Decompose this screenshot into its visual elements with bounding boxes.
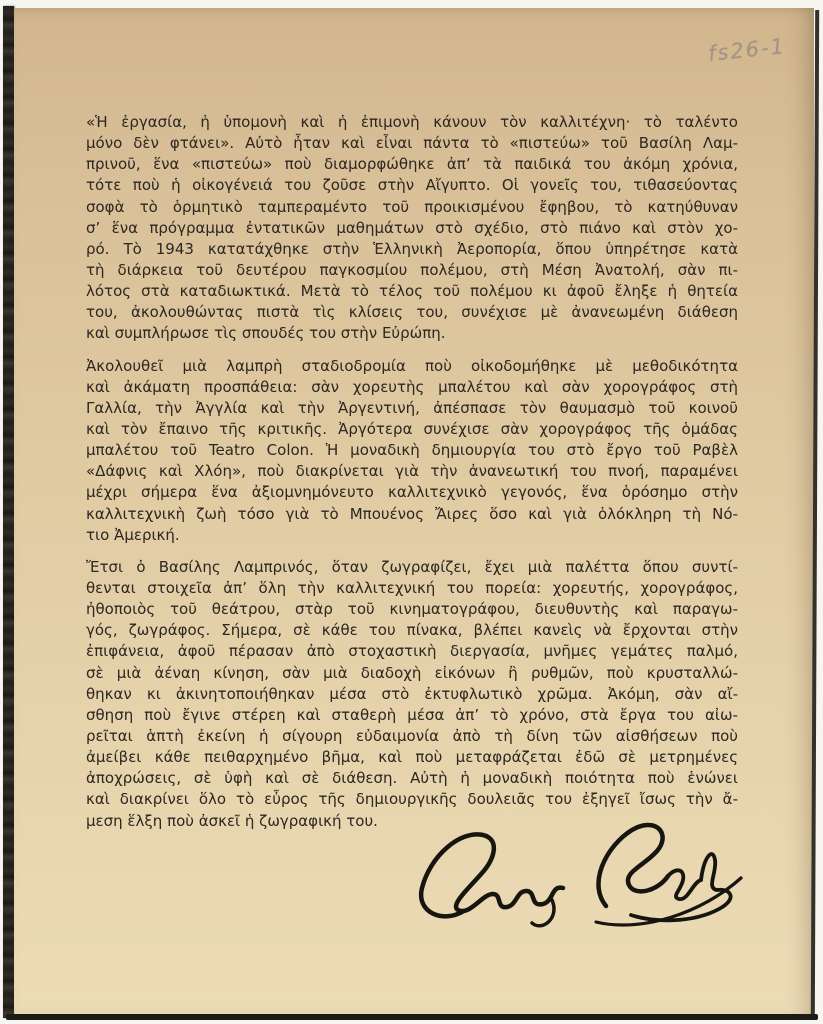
text-line: καὶ τὸν ἔπαινο τῆς κριτικῆς. Ἀργότερα συνέχισε σὰν χορογράφος τῆς ὁμάδας bbox=[86, 419, 738, 438]
text-line: μπαλέτου τοῦ Teatro Colon. Ἡ μοναδικὴ δημιουργία του στὸ ἔργο τοῦ Ραβὲλ bbox=[86, 441, 738, 460]
book-binding-edge bbox=[3, 6, 14, 1018]
text-line: καὶ ἀκάματη προσπάθεια: σὰν χορευτὴς μπαλέτου καὶ σὰν χορογράφος στὴ bbox=[86, 377, 738, 396]
body-text bbox=[86, 112, 738, 843]
text-line: καλλιτεχνικὴ ζωὴ τόσο γιὰ τὸ Μπουένος Ἄιρες ὅσο καὶ γιὰ ὁλόκληρη τὴ Νό- bbox=[86, 504, 738, 523]
page-edge-bottom bbox=[6, 1014, 818, 1020]
text-line: ἀμείβει κάθε πειθαρχημένο βῆμα, καὶ ποὺ μεταφράζεται ἐδῶ σὲ μετρημένες bbox=[86, 748, 738, 767]
text-line: «Ἡ ἐργασία, ἡ ὑπομονὴ καὶ ἡ ἐπιμονὴ κάνουν τὸν καλλιτέχνη· τὸ ταλέντο bbox=[86, 113, 738, 131]
text-line: μόνο δὲν φτάνει». Αὐτὸ ἦταν καὶ εἶναι πάντα τὸ «πιστεύω» τοῦ Βασίλη Λαμ- bbox=[86, 134, 738, 153]
text-line: «Δάφνις καὶ Χλόη», ποὺ διακρίνεται γιὰ τὴν ἀνανεωτική του πνοή, παραμένει bbox=[86, 462, 738, 481]
text-line: θενται στοιχεῖα ἀπ’ ὅλη τὴν καλλιτεχνική του πορεία: χορευτής, χορογράφος, bbox=[86, 578, 738, 597]
text-line: ἐπιφάνεια, ἀφοῦ πέρασαν ἀπὸ στοχαστικὴ διεργασία, μνῆμες γεμάτες παλμό, bbox=[86, 642, 738, 661]
signature bbox=[400, 810, 748, 938]
text-line: Ἀκολουθεῖ μιὰ λαμπρὴ σταδιοδρομία ποὺ οἰκοδομήθηκε μὲ μεθοδικότητα bbox=[86, 356, 738, 375]
text-line: καὶ διακρίνει ὅλο τὸ εὖρος τῆς δημιουργικῆς δουλειᾶς του ἐξηγεῖ ἴσως τὴν ἄ- bbox=[86, 790, 738, 809]
text-line: τότε ποὺ ἡ οἰκογένειά του ζοῦσε στὴν Αἴγυπτο. Οἱ γονεῖς του, τιθασεύοντας bbox=[86, 176, 738, 195]
text-line: σοφὰ τὸ ὁρμητικὸ ταμπεραμέντο τοῦ προικισμένου ἔφηβου, τὸ κατηύθυναν bbox=[86, 197, 738, 216]
text-line: ἀποχρώσεις, σὲ ὑφὴ καὶ σὲ διάθεση. Αὐτὴ ἡ μοναδικὴ ποιότητα ποὺ ἑνώνει bbox=[86, 769, 738, 788]
text-line: καὶ συμπλήρωσε τὶς σπουδές του στὴν Εὐρώπη. bbox=[86, 324, 446, 343]
text-line: σ’ ἕνα πρόγραμμα ἐντατικῶν μαθημάτων στὸ σχέδιο, στὸ πιάνο καὶ στὸν χο- bbox=[86, 218, 738, 237]
text-line: Ἔτσι ὁ Βασίλης Λαμπρινός, ὅταν ζωγραφίζει, ἔχει μιὰ παλέττα ὅπου συντί- bbox=[86, 557, 738, 576]
text-line: ρό. Τὸ 1943 κατατάχθηκε στὴν Ἑλληνικὴ Ἀεροπορία, ὅπου ὑπηρέτησε κατὰ bbox=[86, 239, 738, 258]
text-line: του, ἀκολουθώντας πιστὰ τὶς κλίσεις του, συνέχισε μὲ ἀνανεωμένη διάθεση bbox=[86, 303, 738, 322]
text-line: σθηση ποὺ ἔγινε στέρεη καὶ σταθερὴ μέσα ἀπ’ τὸ χρόνο, στὰ ἔργα του αἰω- bbox=[86, 705, 738, 724]
text-line: γός, ζωγράφος. Σήμερα, σὲ κάθε του πίνακα, βλέπει κανεὶς νὰ ἔρχονται στὴν bbox=[86, 621, 738, 640]
text-line: μεση ἕλξη ποὺ ἀσκεῖ ἡ ζωγραφική του. bbox=[86, 811, 378, 830]
text-line: μέχρι σήμερα ἕνα ἀξιομνημόνευτο καλλιτεχνικὸ γεγονός, ἕνα ὁρόσημο στὴν bbox=[86, 483, 738, 502]
paragraph bbox=[86, 557, 738, 832]
paragraph bbox=[86, 112, 738, 345]
text-line: σὲ μιὰ ἀέναη κίνηση, σὰν μιὰ διαδοχὴ εἰκόνων ἢ ρυθμῶν, ποὺ κρυσταλλώ- bbox=[86, 663, 738, 682]
pencil-annotation: fs26-1 bbox=[706, 33, 788, 67]
text-line: ρεῖται ἁπτὴ ἐκείνη ἡ σίγουρη εὐδαιμονία ἀπὸ τὴ δίνη τῶν αἰσθήσεων ποὺ bbox=[86, 726, 738, 745]
text-line: τὴ διάρκεια τοῦ δευτέρου παγκοσμίου πολέμου, στὴ Μέση Ἀνατολή, σὰν πι- bbox=[86, 260, 738, 279]
text-line: ἠθοποιὸς τοῦ θεάτρου, στὰρ τοῦ κινηματογράφου, διευθυντὴς καὶ παραγω- bbox=[86, 600, 738, 619]
text-line: τιο Ἀμερική. bbox=[86, 525, 180, 544]
paragraph bbox=[86, 356, 738, 546]
text-line: θηκαν κι ἀκινητοποιήθηκαν μέσα στὸ ἐκτυφλωτικὸ χρῶμα. Ἀκόμη, σὰν αἴ- bbox=[86, 684, 738, 703]
text-line: πρινοῦ, ἕνα «πιστεύω» ποὺ διαμορφώθηκε ἀπ’ τὰ παιδικά του ἀκόμη χρόνια, bbox=[86, 155, 738, 174]
text-line: Γαλλία, τὴν Ἀγγλία καὶ τὴν Ἀργεντινή, ἀπέσπασε τὸν θαυμασμὸ τοῦ κοινοῦ bbox=[86, 398, 738, 417]
text-line: λότος στὰ καταδιωκτικά. Μετὰ τὸ τέλος τοῦ πολέμου κι ἀφοῦ ἔληξε ἡ θητεία bbox=[86, 282, 738, 301]
